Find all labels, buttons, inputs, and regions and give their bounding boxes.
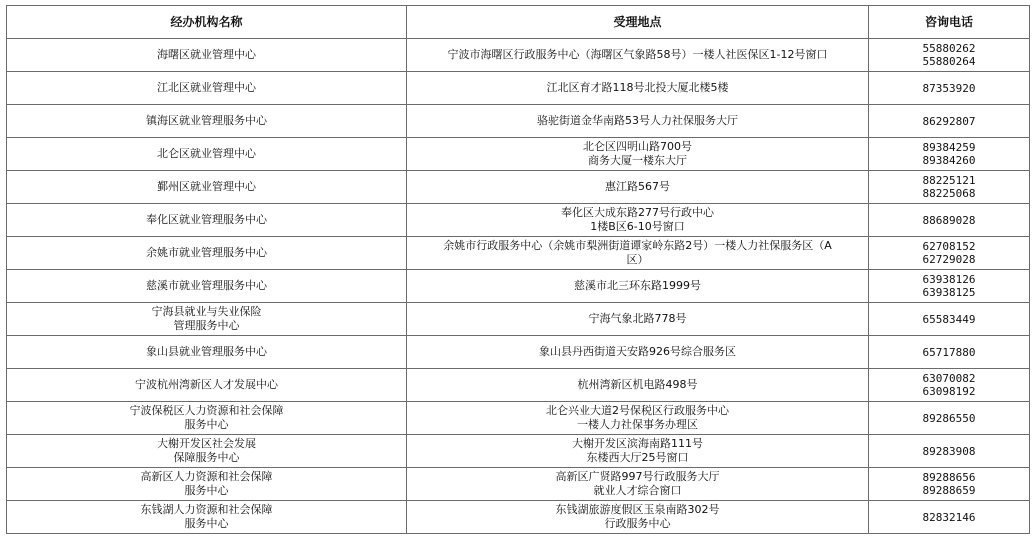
office-name-cell: 鄞州区就业管理中心 (7, 171, 407, 204)
address-cell: 高新区广贤路997号行政服务大厅 就业人才综合窗口 (407, 468, 869, 501)
table-row (7, 369, 1030, 402)
employment-office-table (6, 5, 1030, 534)
header-address: 受理地点 (407, 6, 869, 39)
header-row (7, 6, 1030, 39)
phone-cell: 88225121 88225068 (869, 171, 1030, 204)
address-cell: 东钱湖旅游度假区玉泉南路302号 行政服务中心 (407, 501, 869, 534)
address-cell: 北仑兴业大道2号保税区行政服务中心 一楼人力社保事务办理区 (407, 402, 869, 435)
phone-cell: 63070082 63098192 (869, 369, 1030, 402)
header-phone: 咨询电话 (869, 6, 1030, 39)
office-name-cell: 高新区人力资源和社会保障 服务中心 (7, 468, 407, 501)
phone-cell: 65583449 (869, 303, 1030, 336)
phone-cell: 89283908 (869, 435, 1030, 468)
office-name-cell: 海曙区就业管理中心 (7, 39, 407, 72)
phone-cell: 55880262 55880264 (869, 39, 1030, 72)
phone-cell: 87353920 (869, 72, 1030, 105)
phone-cell: 62708152 62729028 (869, 237, 1030, 270)
table-row (7, 138, 1030, 171)
phone-cell: 86292807 (869, 105, 1030, 138)
phone-cell: 89288656 89288659 (869, 468, 1030, 501)
phone-cell: 89384259 89384260 (869, 138, 1030, 171)
table-row (7, 237, 1030, 270)
office-name-cell: 江北区就业管理中心 (7, 72, 407, 105)
office-name-cell: 象山县就业管理服务中心 (7, 336, 407, 369)
office-name-cell: 宁波杭州湾新区人才发展中心 (7, 369, 407, 402)
address-cell: 宁波市海曙区行政服务中心（海曙区气象路58号）一楼人社医保区1-12号窗口 (407, 39, 869, 72)
table-row (7, 303, 1030, 336)
table-row (7, 204, 1030, 237)
table-row (7, 270, 1030, 303)
address-cell: 宁海气象北路778号 (407, 303, 869, 336)
table-row (7, 336, 1030, 369)
table-row (7, 171, 1030, 204)
office-name-cell: 镇海区就业管理服务中心 (7, 105, 407, 138)
office-name-cell: 宁海县就业与失业保险 管理服务中心 (7, 303, 407, 336)
table-row (7, 468, 1030, 501)
address-cell: 奉化区大成东路277号行政中心 1楼B区6-10号窗口 (407, 204, 869, 237)
address-cell: 慈溪市北三环东路1999号 (407, 270, 869, 303)
office-name-cell: 慈溪市就业管理服务中心 (7, 270, 407, 303)
header-office-name: 经办机构名称 (7, 6, 407, 39)
office-name-cell: 大榭开发区社会发展 保障服务中心 (7, 435, 407, 468)
table-row (7, 435, 1030, 468)
table-row (7, 72, 1030, 105)
address-cell: 北仑区四明山路700号 商务大厦一楼东大厅 (407, 138, 869, 171)
phone-cell: 82832146 (869, 501, 1030, 534)
address-cell: 象山县丹西街道天安路926号综合服务区 (407, 336, 869, 369)
table-row (7, 39, 1030, 72)
table-row (7, 105, 1030, 138)
office-name-cell: 余姚市就业管理服务中心 (7, 237, 407, 270)
phone-cell: 63938126 63938125 (869, 270, 1030, 303)
table-row (7, 501, 1030, 534)
address-cell: 杭州湾新区机电路498号 (407, 369, 869, 402)
address-cell: 大榭开发区滨海南路111号 东楼西大厅25号窗口 (407, 435, 869, 468)
office-name-cell: 奉化区就业管理服务中心 (7, 204, 407, 237)
office-name-cell: 宁波保税区人力资源和社会保障 服务中心 (7, 402, 407, 435)
address-cell: 余姚市行政服务中心（余姚市梨洲街道谭家岭东路2号）一楼人力社保服务区（A 区） (407, 237, 869, 270)
address-cell: 骆驼街道金华南路53号人力社保服务大厅 (407, 105, 869, 138)
phone-cell: 89286550 (869, 402, 1030, 435)
office-name-cell: 东钱湖人力资源和社会保障 服务中心 (7, 501, 407, 534)
address-cell: 江北区育才路118号北投大厦北楼5楼 (407, 72, 869, 105)
table-row (7, 402, 1030, 435)
office-name-cell: 北仑区就业管理中心 (7, 138, 407, 171)
table-wrapper (6, 5, 1030, 534)
address-cell: 惠江路567号 (407, 171, 869, 204)
phone-cell: 88689028 (869, 204, 1030, 237)
phone-cell: 65717880 (869, 336, 1030, 369)
